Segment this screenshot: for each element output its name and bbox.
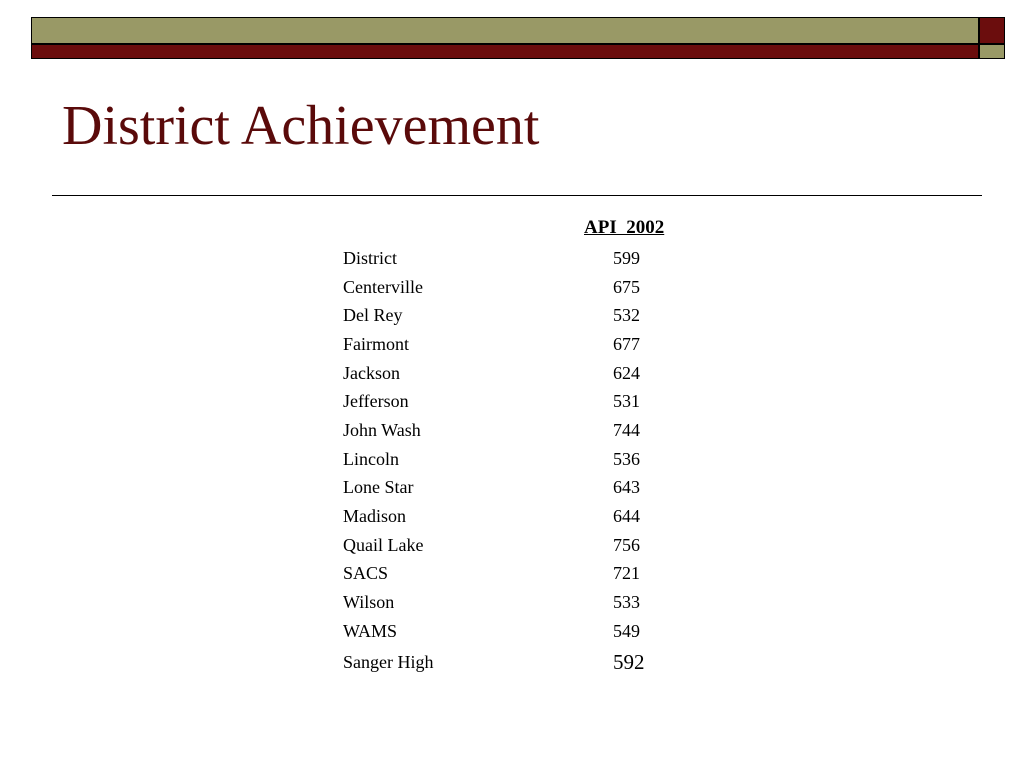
school-name: Jackson: [343, 362, 400, 383]
table-row: [343, 445, 673, 474]
school-name: Wilson: [343, 592, 395, 613]
school-name: District: [343, 247, 397, 268]
api-score: 533: [613, 592, 640, 613]
school-name: Sanger High: [343, 652, 434, 673]
table-row: [343, 387, 673, 416]
table-row: [343, 502, 673, 531]
title-divider: [52, 195, 982, 196]
school-name: Del Rey: [343, 305, 403, 326]
school-name: WAMS: [343, 620, 398, 641]
school-name: Lincoln: [343, 448, 399, 469]
table-row: [343, 416, 673, 445]
school-name: Quail Lake: [343, 534, 424, 555]
table-row: [343, 474, 673, 503]
school-name: Madison: [343, 506, 406, 527]
api-score: 756: [613, 534, 640, 555]
api-score: 532: [613, 305, 640, 326]
school-name: Centerville: [343, 276, 423, 297]
table-row: [343, 301, 673, 330]
api-score: 549: [613, 620, 640, 641]
api-score: 744: [613, 419, 640, 440]
school-name: John Wash: [343, 419, 421, 440]
table-row: [343, 588, 673, 617]
table-row: [343, 273, 673, 302]
school-name: Lone Star: [343, 477, 414, 498]
school-name: SACS: [343, 563, 389, 584]
table-row: [343, 560, 673, 589]
api-score: 721: [613, 563, 640, 584]
school-name: Fairmont: [343, 333, 409, 354]
api-score: 531: [613, 391, 640, 412]
corner-square-maroon: [979, 17, 1005, 44]
api-score: 677: [613, 333, 640, 354]
slide-title: District Achievement: [62, 95, 540, 157]
api-scores-table: [343, 244, 673, 680]
table-row: [343, 646, 673, 680]
api-score: 675: [613, 276, 640, 297]
corner-square-olive: [979, 44, 1005, 59]
table-row: [343, 617, 673, 646]
header-bar-maroon: [31, 44, 979, 59]
table-row: [343, 244, 673, 273]
table-row: [343, 330, 673, 359]
api-score: 592: [613, 650, 645, 675]
header-bar-olive: [31, 17, 979, 44]
column-header-api-2002: API 2002: [584, 217, 665, 238]
table-row: [343, 531, 673, 560]
api-score: 536: [613, 448, 640, 469]
api-score: 624: [613, 362, 640, 383]
api-score: 599: [613, 247, 640, 268]
api-score: 643: [613, 477, 640, 498]
table-row: [343, 359, 673, 388]
api-score: 644: [613, 506, 640, 527]
school-name: Jefferson: [343, 391, 409, 412]
